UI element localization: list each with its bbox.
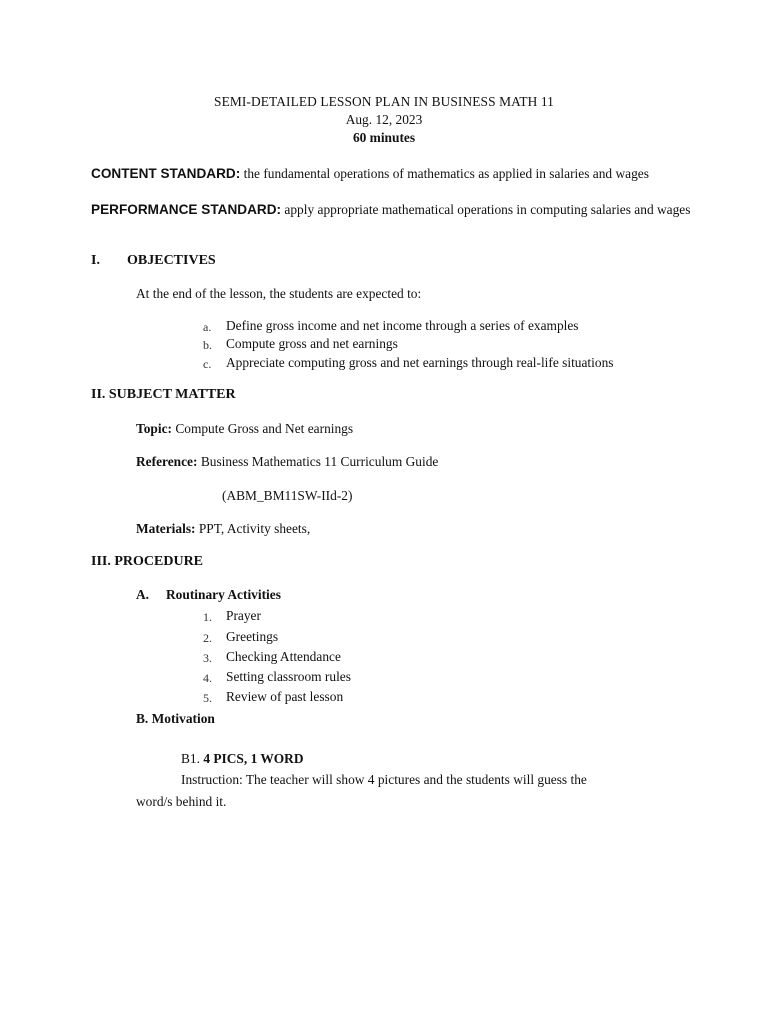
performance-standard (91, 201, 691, 218)
objectives-intro: At the end of the lesson, the students are expected to: (136, 286, 422, 301)
routinary-item-prayer: Prayer (226, 608, 261, 623)
objectives-heading: OBJECTIVES (127, 253, 216, 268)
routinary-marker-1: 1. (203, 610, 212, 624)
b1-title: 4 PICS, 1 WORD (203, 751, 304, 766)
objective-marker-a: a. (203, 320, 212, 334)
reference-code: (ABM_BM11SW-IId-2) (222, 488, 353, 503)
topic-label: Topic: (136, 421, 172, 436)
content-standard (91, 165, 691, 182)
content-standard-text: the fundamental operations of mathematics as applied in salaries and wages (240, 166, 649, 181)
motivation-heading: B. Motivation (136, 711, 215, 726)
performance-standard-text: apply appropriate mathematical operations in computing salaries and wages (281, 202, 691, 217)
reference-label: Reference: (136, 454, 198, 469)
subject-matter-heading: II. SUBJECT MATTER (91, 387, 236, 402)
instruction-line-2: word/s behind it. (136, 794, 227, 809)
topic-line (136, 421, 353, 437)
objective-item-c: Appreciate computing gross and net earnings through real-life situations (226, 355, 614, 370)
objective-marker-c: c. (203, 357, 212, 371)
routinary-item-rules: Setting classroom rules (226, 669, 351, 684)
materials-label: Materials: (136, 521, 196, 536)
objective-item-a: Define gross income and net income through a series of examples (226, 318, 579, 333)
document-title: SEMI-DETAILED LESSON PLAN IN BUSINESS MATH 11 (214, 94, 554, 109)
reference-text: Business Mathematics 11 Curriculum Guide (197, 454, 439, 469)
materials-text: PPT, Activity sheets, (195, 521, 311, 536)
routinary-marker-5: 5. (203, 691, 212, 705)
b1-line (181, 751, 304, 767)
instruction-line-1: Instruction: The teacher will show 4 pictures and the students will guess the (181, 772, 587, 787)
routinary-item-greetings: Greetings (226, 629, 279, 644)
b1-prefix: B1. (181, 751, 204, 766)
procedure-heading: III. PROCEDURE (91, 554, 204, 569)
routinary-marker-3: 3. (203, 651, 212, 665)
routinary-heading: Routinary Activities (166, 587, 281, 602)
objectives-number: I. (91, 253, 100, 268)
document-duration: 60 minutes (352, 130, 416, 145)
routinary-item-attendance: Checking Attendance (226, 649, 341, 664)
objective-item-b: Compute gross and net earnings (226, 336, 398, 351)
routinary-marker-4: 4. (203, 671, 212, 685)
objective-marker-b: b. (203, 338, 212, 352)
reference-line (136, 454, 438, 470)
performance-standard-label: PERFORMANCE STANDARD: (91, 202, 282, 217)
topic-text: Compute Gross and Net earnings (171, 421, 354, 436)
routinary-marker: A. (136, 587, 150, 602)
routinary-marker-2: 2. (203, 631, 212, 645)
document-date: Aug. 12, 2023 (345, 112, 423, 127)
content-standard-label: CONTENT STANDARD: (91, 166, 241, 181)
materials-line (136, 521, 310, 537)
routinary-item-review: Review of past lesson (226, 689, 344, 704)
